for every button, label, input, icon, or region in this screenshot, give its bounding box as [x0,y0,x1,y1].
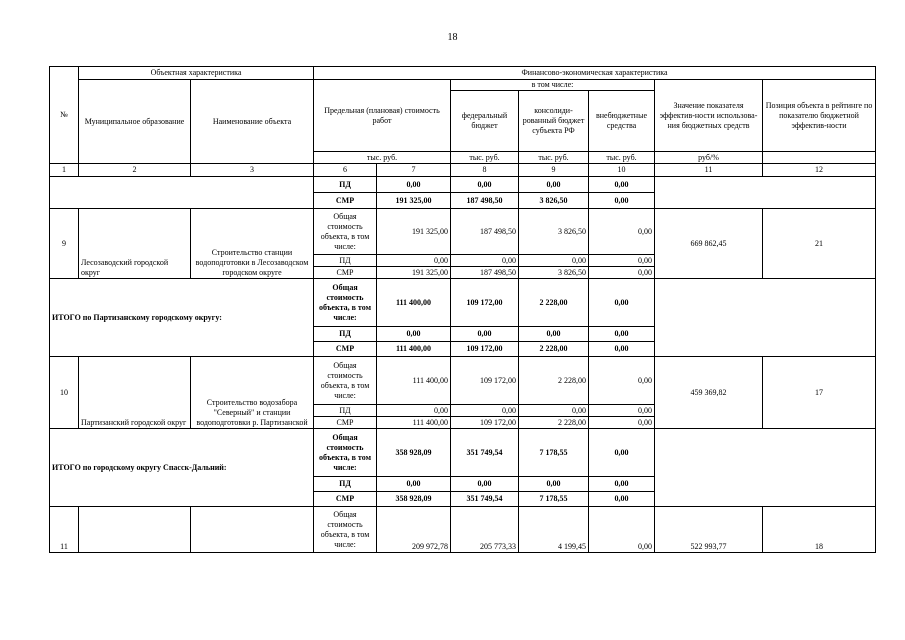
extra-cell: 0,00 [589,193,655,209]
col-number: 12 [763,164,876,177]
subtotal-label: ИТОГО по городскому округу Спасск-Дальний: [50,429,314,507]
row-label-smr: СМР [314,492,377,507]
extra-cell: 0,00 [589,209,655,255]
consolidated-cell: 0,00 [519,177,589,193]
header-num: № [50,67,79,164]
empty-cell [655,429,876,507]
federal-cell: 0,00 [451,255,519,267]
row-label-smr: СМР [314,342,377,357]
row-label-pd: ПД [314,405,377,417]
cost-cell: 111 400,00 [377,279,451,327]
unit-extra: тыс. руб. [589,152,655,164]
cost-cell: 0,00 [377,177,451,193]
object-name: Строительство водозабора "Северный" и станции водоподготовки р. Партизанской [191,357,314,429]
federal-cell: 109 172,00 [451,279,519,327]
consolidated-cell: 3 826,50 [519,267,589,279]
empty-cell [655,177,876,209]
extra-cell: 0,00 [589,342,655,357]
consolidated-cell: 0,00 [519,405,589,417]
cost-cell: 191 325,00 [377,193,451,209]
header-max-cost: Предельная (плановая) стоимость работ [314,80,451,152]
rank-value: 17 [763,357,876,429]
object-number: 9 [50,209,79,279]
extra-cell: 0,00 [589,405,655,417]
consolidated-cell: 2 228,00 [519,279,589,327]
row-label-total: Общая стоимость объекта, в том числе: [314,209,377,255]
consolidated-cell: 3 826,50 [519,193,589,209]
federal-cell: 205 773,33 [451,507,519,553]
object-number: 10 [50,357,79,429]
row-label-smr: СМР [314,193,377,209]
object-name [191,507,314,553]
extra-cell: 0,00 [589,492,655,507]
page-number: 18 [447,32,458,43]
continuation-label [50,177,314,209]
federal-cell: 187 498,50 [451,193,519,209]
federal-cell: 0,00 [451,405,519,417]
cost-cell: 191 325,00 [377,209,451,255]
cost-cell: 358 928,09 [377,492,451,507]
row-label-total: Общая стоимость объекта, в том числе: [314,507,377,553]
rank-value: 18 [763,507,876,553]
extra-cell: 0,00 [589,177,655,193]
cost-cell: 111 400,00 [377,342,451,357]
consolidated-cell: 4 199,45 [519,507,589,553]
unit-cost: тыс. руб. [314,152,451,164]
col-number: 9 [519,164,589,177]
object-number: 11 [50,507,79,553]
row-label-pd: ПД [314,255,377,267]
header-indicator: Значение показателя эффектив-ности использова-ния бюджетных средств [655,80,763,152]
consolidated-cell: 0,00 [519,477,589,492]
extra-cell: 0,00 [589,279,655,327]
object-name: Строительство станции водоподготовки в Лесозаводском городском округе [191,209,314,279]
indicator-value: 522 993,77 [655,507,763,553]
object-municipality: Партизанский городской округ [79,357,191,429]
extra-cell: 0,00 [589,507,655,553]
col-number: 1 [50,164,79,177]
row-label-total: Общая стоимость объекта, в том числе: [314,429,377,477]
consolidated-cell: 2 228,00 [519,417,589,429]
consolidated-cell: 0,00 [519,255,589,267]
extra-cell: 0,00 [589,429,655,477]
row-label-total: Общая стоимость объекта, в том числе: [314,279,377,327]
row-label-total: Общая стоимость объекта, в том числе: [314,357,377,405]
col-number: 10 [589,164,655,177]
unit-consolidated: тыс. руб. [519,152,589,164]
federal-cell: 109 172,00 [451,342,519,357]
empty-cell [655,279,876,357]
col-number: 6 [314,164,377,177]
col-number: 11 [655,164,763,177]
object-municipality: Лесозаводский городской округ [79,209,191,279]
header-including: в том числе: [451,80,655,91]
extra-cell: 0,00 [589,477,655,492]
cost-cell: 209 972,78 [377,507,451,553]
header-financial-characteristic: Финансово-экономическая характеристика [314,67,876,80]
cost-cell: 0,00 [377,255,451,267]
consolidated-cell: 7 178,55 [519,492,589,507]
col-number: 2 [79,164,191,177]
header-object-characteristic: Объектная характеристика [79,67,314,80]
federal-cell: 109 172,00 [451,357,519,405]
row-label-pd: ПД [314,177,377,193]
federal-cell: 351 749,54 [451,429,519,477]
federal-cell: 351 749,54 [451,492,519,507]
col-number: 7 [377,164,451,177]
cost-cell: 0,00 [377,327,451,342]
subtotal-label: ИТОГО по Партизанскому городскому округу: [50,279,314,357]
consolidated-cell: 3 826,50 [519,209,589,255]
extra-cell: 0,00 [589,357,655,405]
indicator-value: 669 862,45 [655,209,763,279]
col-number: 3 [191,164,314,177]
object-municipality [79,507,191,553]
federal-cell: 187 498,50 [451,209,519,255]
indicator-value: 459 369,82 [655,357,763,429]
header-municipality: Муниципальное образование [79,80,191,164]
header-extra: внебюджетные средства [589,91,655,152]
row-label-pd: ПД [314,477,377,492]
extra-cell: 0,00 [589,267,655,279]
consolidated-cell: 2 228,00 [519,342,589,357]
cost-cell: 0,00 [377,477,451,492]
rank-value: 21 [763,209,876,279]
header-consolidated: консолиди-рованный бюджет субъекта РФ [519,91,589,152]
consolidated-cell: 2 228,00 [519,357,589,405]
header-federal: федеральный бюджет [451,91,519,152]
extra-cell: 0,00 [589,327,655,342]
row-label-pd: ПД [314,327,377,342]
col-number: 8 [451,164,519,177]
federal-cell: 109 172,00 [451,417,519,429]
unit-federal: тыс. руб. [451,152,519,164]
extra-cell: 0,00 [589,417,655,429]
federal-cell: 0,00 [451,477,519,492]
unit-rank [763,152,876,164]
consolidated-cell: 0,00 [519,327,589,342]
unit-indicator: руб/% [655,152,763,164]
header-rank: Позиция объекта в рейтинге по показателю бюджетной эффектив-ности [763,80,876,152]
row-label-smr: СМР [314,267,377,279]
consolidated-cell: 7 178,55 [519,429,589,477]
extra-cell: 0,00 [589,255,655,267]
federal-cell: 187 498,50 [451,267,519,279]
cost-cell: 0,00 [377,405,451,417]
cost-cell: 191 325,00 [377,267,451,279]
cost-cell: 111 400,00 [377,357,451,405]
federal-cell: 0,00 [451,177,519,193]
row-label-smr: СМР [314,417,377,429]
header-object-name: Наименование объекта [191,80,314,164]
federal-cell: 0,00 [451,327,519,342]
budget-table [49,66,876,553]
cost-cell: 111 400,00 [377,417,451,429]
cost-cell: 358 928,09 [377,429,451,477]
